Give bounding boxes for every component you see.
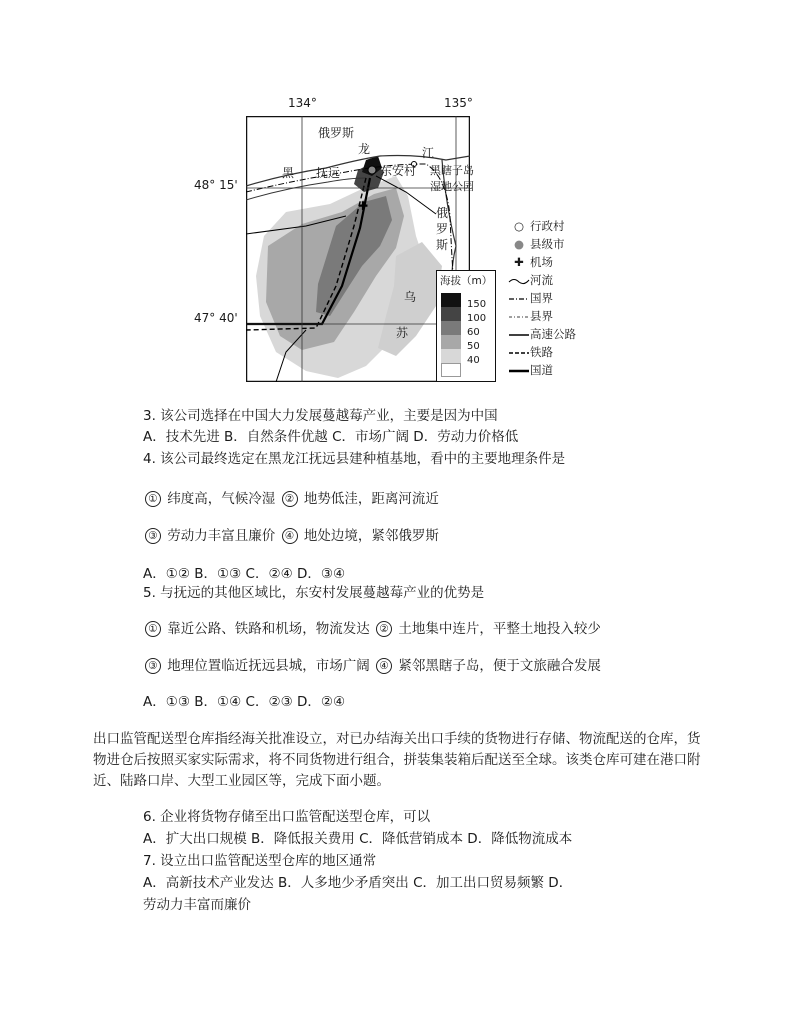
elevation-swatch-40 bbox=[441, 349, 461, 363]
symbol-legend bbox=[508, 218, 608, 378]
q5-opt-d-value: ②④ bbox=[320, 694, 346, 710]
circled-number-1: ① bbox=[145, 621, 161, 637]
legend-county: 县级市 bbox=[530, 237, 565, 251]
airport-symbol-icon: ✚ bbox=[514, 255, 524, 269]
elevation-legend bbox=[436, 270, 496, 382]
q4-item-1: 纬度高，气候冷湿 bbox=[167, 491, 276, 507]
elevation-value-100: 100 bbox=[467, 313, 487, 324]
q5-opt-a-value: ①③ bbox=[165, 694, 190, 710]
lon-label-135: 135° bbox=[444, 96, 473, 110]
national-road-symbol-icon bbox=[508, 366, 530, 376]
q5-opt-b-value: ①④ bbox=[217, 694, 242, 710]
q5-line-1 bbox=[143, 620, 601, 638]
q5-item-4: 紧邻黑瞎子岛，便于文旅融合发展 bbox=[398, 658, 601, 674]
elevation-value-60: 60 bbox=[467, 327, 480, 338]
q4-options bbox=[143, 565, 345, 583]
elevation-swatch-60 bbox=[441, 321, 461, 335]
q5-item-3: 地理位置临近抚远县城，市场广阔 bbox=[167, 658, 370, 674]
label-hei: 黑 bbox=[282, 166, 295, 180]
elevation-swatch-100 bbox=[441, 307, 461, 321]
circled-number-4: ④ bbox=[376, 658, 392, 674]
circled-number-2: ② bbox=[282, 491, 298, 507]
q3-options: A．技术先进 B．自然条件优越 C．市场广阔 D．劳动力价格低 bbox=[143, 429, 519, 445]
label-russia-north: 俄罗斯 bbox=[318, 126, 355, 140]
q4-opt-a: A． bbox=[143, 566, 166, 582]
label-su2: 苏 bbox=[396, 326, 409, 340]
q5-item-1: 靠近公路、铁路和机场，物流发达 bbox=[167, 621, 370, 637]
q4-opt-c: C． bbox=[241, 566, 269, 582]
q6-options: A．扩大出口规模 B．降低报关费用 C．降低营销成本 D．降低物流成本 bbox=[143, 831, 573, 847]
q4-opt-c-value: ②④ bbox=[268, 566, 293, 582]
county-symbol-icon: ● bbox=[513, 237, 525, 251]
circled-number-1: ① bbox=[145, 491, 161, 507]
circled-number-3: ③ bbox=[145, 528, 161, 544]
railway-symbol-icon bbox=[508, 348, 530, 358]
q5-opt-a: A． bbox=[143, 694, 166, 710]
q4-opt-d: D． bbox=[292, 566, 321, 582]
fuyuan-county-marker bbox=[368, 166, 376, 174]
elevation-swatch-150 bbox=[441, 293, 461, 307]
q5-stem: 5. 与抚远的其他区域比，东安村发展蔓越莓产业的优势是 bbox=[143, 585, 485, 601]
label-russia-e3: 斯 bbox=[436, 238, 449, 252]
label-dongan: 东安村 bbox=[380, 164, 417, 178]
q5-opt-c: C． bbox=[241, 694, 269, 710]
label-island: 黑瞎子岛 bbox=[430, 164, 474, 177]
circled-number-2: ② bbox=[376, 621, 392, 637]
q4-opt-a-value: ①② bbox=[165, 566, 190, 582]
q3-stem: 3. 该公司选择在中国大力发展蔓越莓产业，主要是因为中国 bbox=[143, 408, 498, 424]
elevation-value-40: 40 bbox=[467, 355, 480, 366]
lon-label-134: 134° bbox=[288, 96, 317, 110]
elevation-value-150: 150 bbox=[467, 299, 487, 310]
q5-opt-d: D． bbox=[292, 694, 321, 710]
expressway-symbol-icon bbox=[508, 330, 530, 340]
circled-number-3: ③ bbox=[145, 658, 161, 674]
q4-item-2: 地势低洼，距离河流近 bbox=[303, 491, 439, 507]
q4-opt-d-value: ③④ bbox=[320, 566, 346, 582]
elevation-legend-title: 海拔（m） bbox=[440, 275, 493, 287]
legend-county-boundary: 县界 bbox=[530, 309, 553, 323]
airport-marker: ✚ bbox=[358, 199, 369, 213]
label-wusu: 乌 bbox=[404, 290, 417, 304]
elevation-swatch-50 bbox=[441, 335, 461, 349]
q5-item-2: 土地集中连片，平整土地投入较少 bbox=[398, 621, 601, 637]
passage-text: 出口监管配送型仓库指经海关批准设立，对已办结海关出口手续的货物进行存储、物流配送的仓库，货物进仓后按照买家实际需求，将不同货物进行组合，拼装集装箱后配送至全球。该类仓库可建在港口附近、陆路口岸、大型工业园区等，完成下面小题。 bbox=[93, 731, 701, 789]
legend-expressway: 高速公路 bbox=[530, 327, 576, 341]
county-boundary-symbol-icon bbox=[508, 312, 530, 322]
label-russia-e1: 俄 bbox=[436, 206, 449, 220]
label-jiang: 江 bbox=[422, 146, 435, 160]
label-park: 湿地公园 bbox=[430, 180, 474, 193]
circled-number-4: ④ bbox=[282, 528, 298, 544]
legend-river: 河流 bbox=[530, 273, 553, 287]
q4-opt-b: B． bbox=[189, 566, 218, 582]
q5-line-2 bbox=[143, 657, 601, 675]
map-figure bbox=[190, 92, 610, 384]
label-fuyuan: 抚远 bbox=[316, 166, 341, 180]
q5-opt-c-value: ②③ bbox=[268, 694, 293, 710]
label-russia-e2: 罗 bbox=[436, 222, 449, 236]
border-symbol-icon bbox=[508, 294, 530, 304]
q5-options bbox=[143, 693, 345, 711]
q4-item-3: 劳动力丰富且廉价 bbox=[167, 528, 276, 544]
lat-label-48-15: 48° 15' bbox=[194, 178, 238, 192]
legend-village: 行政村 bbox=[530, 219, 565, 233]
q6-stem: 6. 企业将货物存储至出口监管配送型仓库，可以 bbox=[143, 809, 431, 825]
legend-border: 国界 bbox=[530, 291, 553, 305]
q7-stem: 7. 设立出口监管配送型仓库的地区通常 bbox=[143, 853, 377, 869]
q4-stem: 4. 该公司最终选定在黑龙江抚远县建种植基地，看中的主要地理条件是 bbox=[143, 451, 566, 467]
village-symbol-icon: ○ bbox=[513, 219, 525, 233]
q4-line-2 bbox=[143, 527, 439, 545]
elevation-swatch-low bbox=[441, 363, 461, 377]
label-long: 龙 bbox=[358, 142, 371, 156]
legend-airport: 机场 bbox=[530, 255, 553, 269]
river-symbol-icon bbox=[508, 276, 530, 286]
legend-national-road: 国道 bbox=[530, 363, 553, 377]
q4-line-1 bbox=[143, 490, 439, 508]
q7-options-line-2: 劳动力丰富而廉价 bbox=[143, 897, 251, 913]
q7-options-line-1: A．高新技术产业发达 B．人多地少矛盾突出 C．加工出口贸易频繁 D． bbox=[143, 875, 573, 891]
q5-opt-b: B． bbox=[189, 694, 218, 710]
elevation-value-50: 50 bbox=[467, 341, 480, 352]
q4-item-4: 地处边境，紧邻俄罗斯 bbox=[303, 528, 439, 544]
q4-opt-b-value: ①③ bbox=[217, 566, 242, 582]
legend-railway: 铁路 bbox=[530, 345, 553, 359]
lat-label-47-40: 47° 40' bbox=[194, 311, 238, 325]
